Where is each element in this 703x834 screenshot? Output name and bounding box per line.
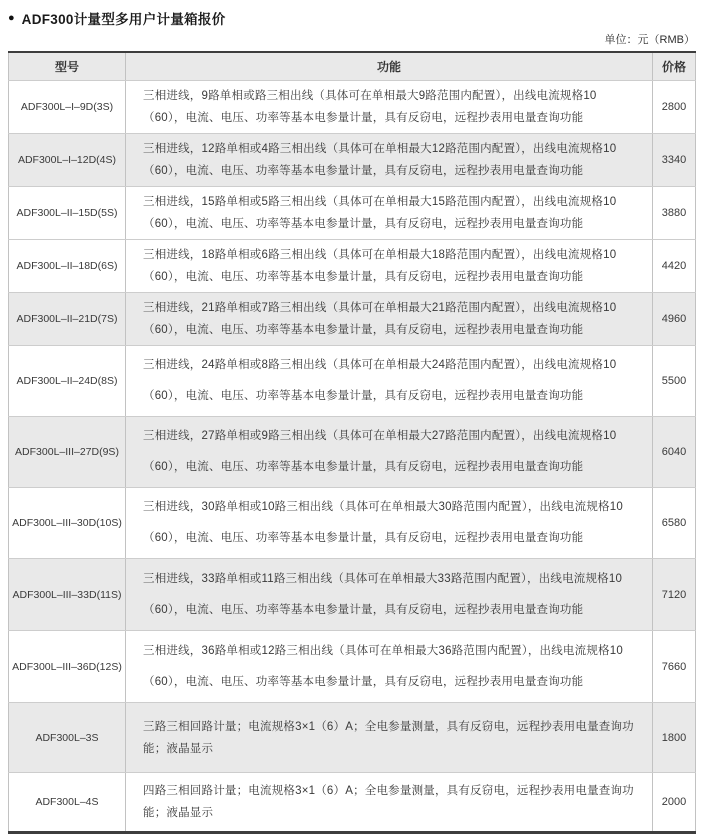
table-row (9, 81, 696, 134)
bullet-icon: ● (8, 11, 15, 24)
model-cell: ADF300L–II–24D(8S) (9, 346, 126, 417)
function-cell: 三相进线，21路单相或7路三相出线（具体可在单相最大21路范围内配置），出线电流规格10（60），电流、电压、功率等基本电参量计量，具有反窃电，远程抄表用电量查询功能 (126, 293, 653, 346)
model-cell: ADF300L–II–15D(5S) (9, 187, 126, 240)
page-title: ADF300计量型多用户计量箱报价 (21, 12, 226, 27)
price-cell: 3340 (653, 134, 696, 187)
function-cell: 三相进线，30路单相或10路三相出线（具体可在单相最大30路范围内配置），出线电流规格10（60），电流、电压、功率等基本电参量计量，具有反窃电，远程抄表用电量查询功能 (126, 488, 653, 559)
table-row (9, 559, 696, 631)
price-cell: 1800 (653, 703, 696, 773)
function-cell: 三相进线，24路单相或8路三相出线（具体可在单相最大24路范围内配置），出线电流规格10（60），电流、电压、功率等基本电参量计量，具有反窃电，远程抄表用电量查询功能 (126, 346, 653, 417)
model-cell: ADF300L–III–27D(9S) (9, 417, 126, 488)
price-cell: 4960 (653, 293, 696, 346)
model-cell: ADF300L–II–18D(6S) (9, 240, 126, 293)
function-cell: 三相进线，18路单相或6路三相出线（具体可在单相最大18路范围内配置），出线电流规格10（60），电流、电压、功率等基本电参量计量，具有反窃电，远程抄表用电量查询功能 (126, 240, 653, 293)
table-row (9, 417, 696, 488)
table-row (9, 488, 696, 559)
price-table (8, 51, 696, 834)
model-cell: ADF300L–I–12D(4S) (9, 134, 126, 187)
unit-label: 单位：元（RMB） (604, 34, 695, 46)
header-row (9, 52, 696, 81)
price-cell: 2800 (653, 81, 696, 134)
table-row (9, 240, 696, 293)
table-header (9, 52, 696, 81)
model-cell: ADF300L–I–9D(3S) (9, 81, 126, 134)
model-cell: ADF300L–III–33D(11S) (9, 559, 126, 631)
price-cell: 6580 (653, 488, 696, 559)
model-cell: ADF300L–III–30D(10S) (9, 488, 126, 559)
function-cell: 三相进线，12路单相或4路三相出线（具体可在单相最大12路范围内配置），出线电流规格10（60），电流、电压、功率等基本电参量计量，具有反窃电，远程抄表用电量查询功能 (126, 134, 653, 187)
function-cell: 三相进线，27路单相或9路三相出线（具体可在单相最大27路范围内配置），出线电流规格10（60），电流、电压、功率等基本电参量计量，具有反窃电，远程抄表用电量查询功能 (126, 417, 653, 488)
price-cell: 6040 (653, 417, 696, 488)
table-row (9, 293, 696, 346)
function-cell: 四路三相回路计量；电流规格3×1（6）A；全电参量测量，具有反窃电，远程抄表用电量查询功能；液晶显示 (126, 773, 653, 833)
column-header-price: 价格 (653, 52, 696, 81)
price-cell: 2000 (653, 773, 696, 833)
column-header-function: 功能 (126, 52, 653, 81)
price-cell: 4420 (653, 240, 696, 293)
price-cell: 7120 (653, 559, 696, 631)
model-cell: ADF300L–III–36D(12S) (9, 631, 126, 703)
price-cell: 5500 (653, 346, 696, 417)
function-cell: 三相进线，33路单相或11路三相出线（具体可在单相最大33路范围内配置），出线电流规格10（60），电流、电压、功率等基本电参量计量，具有反窃电，远程抄表用电量查询功能 (126, 559, 653, 631)
table-row (9, 703, 696, 773)
function-cell: 三相进线，15路单相或5路三相出线（具体可在单相最大15路范围内配置），出线电流规格10（60），电流、电压、功率等基本电参量计量，具有反窃电，远程抄表用电量查询功能 (126, 187, 653, 240)
table-row (9, 346, 696, 417)
model-cell: ADF300L–3S (9, 703, 126, 773)
model-cell: ADF300L–II–21D(7S) (9, 293, 126, 346)
function-cell: 三路三相回路计量；电流规格3×1（6）A；全电参量测量，具有反窃电，远程抄表用电量查询功能；液晶显示 (126, 703, 653, 773)
table-row (9, 187, 696, 240)
price-cell: 7660 (653, 631, 696, 703)
price-cell: 3880 (653, 187, 696, 240)
page-header (8, 8, 696, 28)
table-row (9, 631, 696, 703)
table-row (9, 773, 696, 833)
table-row (9, 134, 696, 187)
function-cell: 三相进线，36路单相或12路三相出线（具体可在单相最大36路范围内配置），出线电流规格10（60），电流、电压、功率等基本电参量计量，具有反窃电，远程抄表用电量查询功能 (126, 631, 653, 703)
function-cell: 三相进线，9路单相或路三相出线（具体可在单相最大9路范围内配置），出线电流规格10（60），电流、电压、功率等基本电参量计量，具有反窃电，远程抄表用电量查询功能 (126, 81, 653, 134)
column-header-model: 型号 (9, 52, 126, 81)
model-cell: ADF300L–4S (9, 773, 126, 833)
table-body (9, 81, 696, 833)
